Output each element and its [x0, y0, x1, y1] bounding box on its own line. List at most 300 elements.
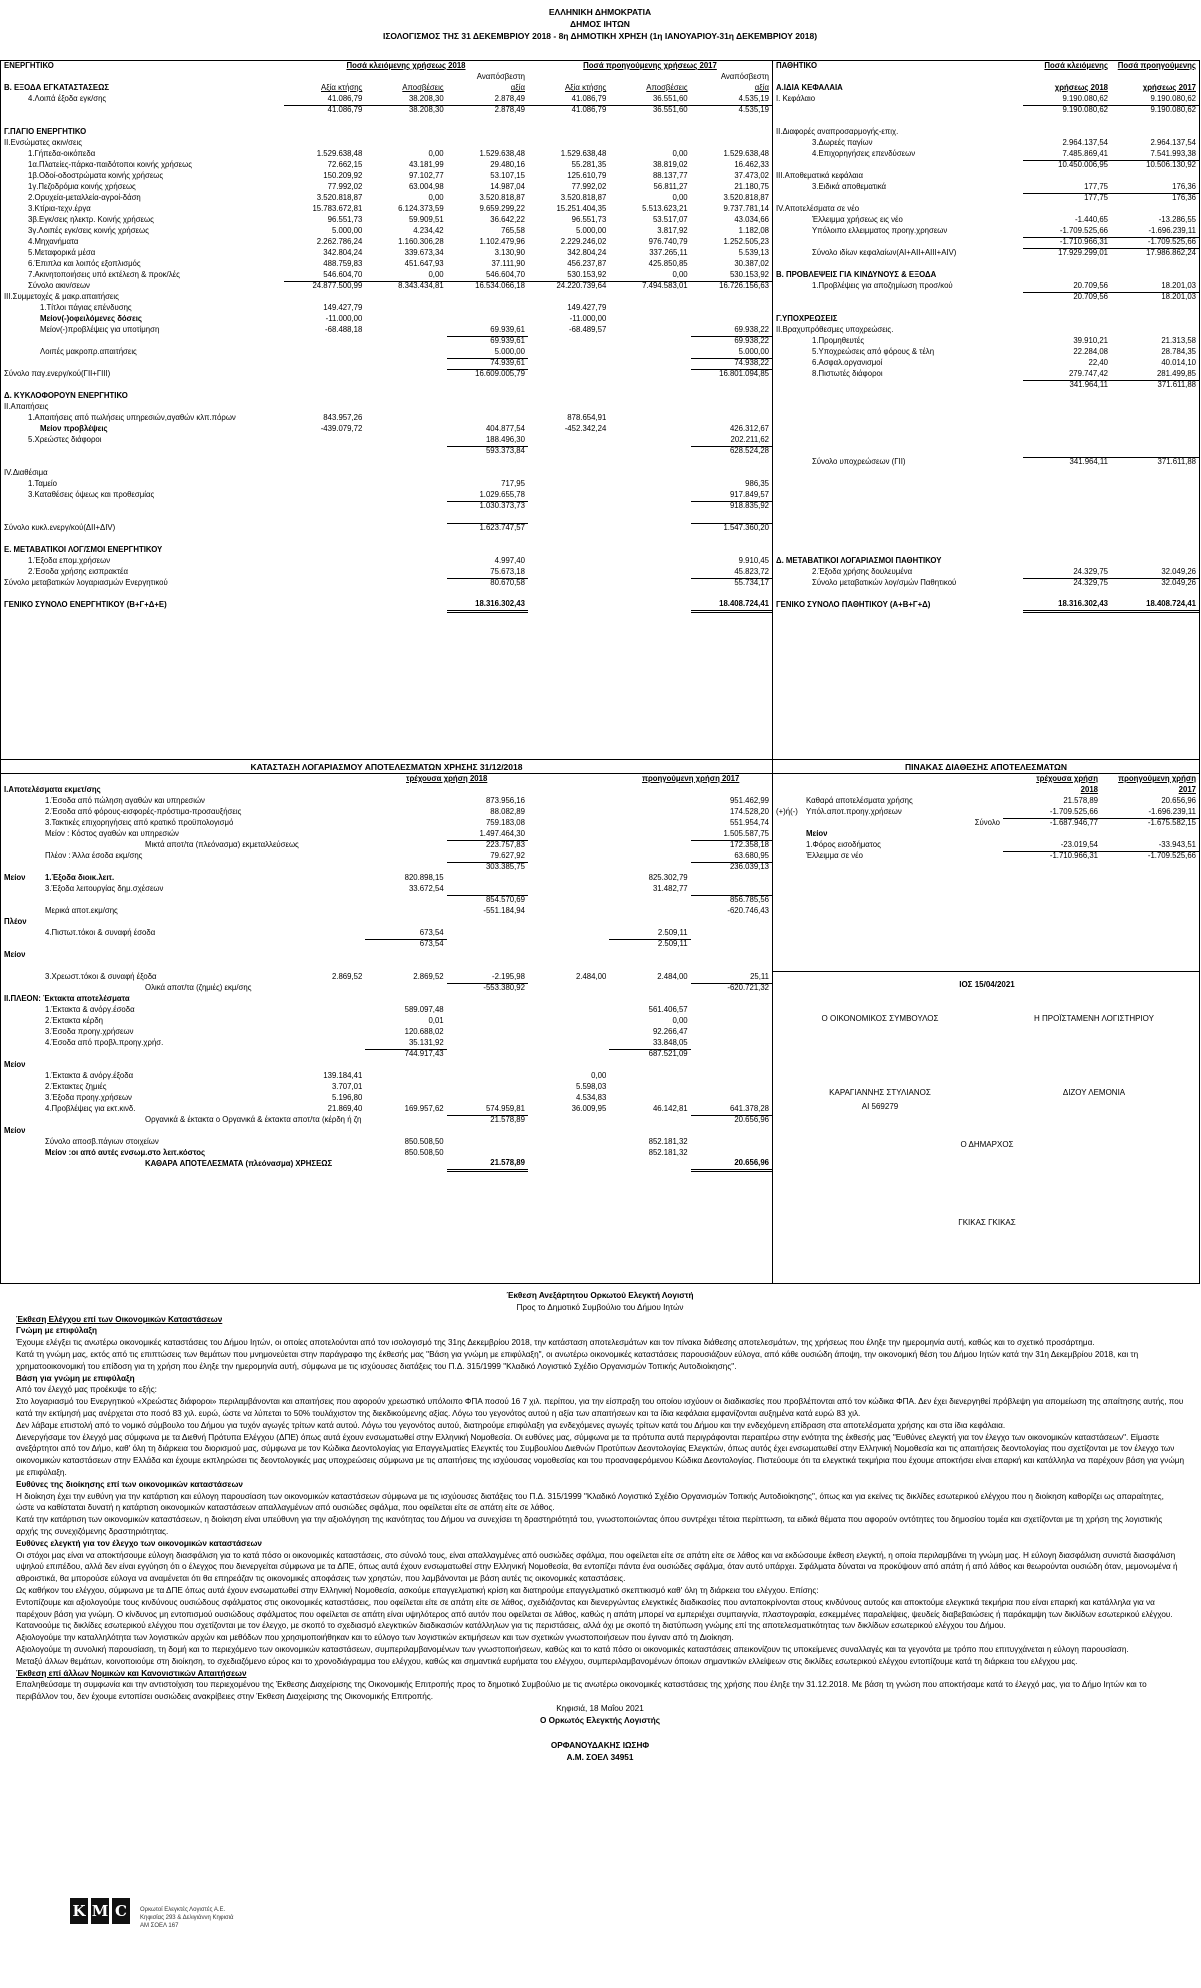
- assets-value: [365, 600, 446, 611]
- liab-value: [1111, 446, 1199, 457]
- assets-value: [609, 501, 690, 512]
- disp-row-prefix: [773, 829, 803, 840]
- income-value: [609, 851, 690, 862]
- header-balance-title: ΙΣΟΛΟΓΙΣΜΟΣ ΤΗΣ 31 ΔΕΚΕΜΒΡΙΟΥ 2018 - 8η ΔΗΜΟΤΙΚΗ ΧΡΗΣΗ (1η ΙΑΝΟΥΑΡΙΟΥ-31η ΔΕΚΕΜΒΡΙΟΥ 2018): [382, 31, 818, 41]
- assets-value: [528, 336, 609, 347]
- assets-row: [1, 105, 772, 116]
- assets-row-label: 2.Έσοδα χρήσης εισπρακτέα: [28, 567, 129, 577]
- assets-row: [1, 171, 772, 182]
- income-value: [528, 1137, 609, 1148]
- income-value: 673,54: [419, 927, 444, 937]
- assets-value: [528, 468, 609, 479]
- income-value: [691, 917, 772, 928]
- income-value: 551.954,74: [729, 818, 769, 828]
- income-value: 673,54: [365, 939, 446, 950]
- assets-value: [609, 523, 690, 534]
- assets-row-label: Σύνολο κυκλ.ενεργ/κού(ΔΙΙ+ΔΙV): [4, 523, 116, 533]
- assets-value: [609, 534, 690, 545]
- income-row: [1, 840, 772, 851]
- liab-value: 18.408.724,41: [1111, 600, 1199, 611]
- income-value: [365, 994, 446, 1005]
- assets-value: [284, 490, 365, 501]
- income-value: 1.497.464,30: [479, 828, 525, 838]
- assets-row: [1, 215, 772, 226]
- income-value: [609, 1093, 690, 1104]
- income-value: [609, 807, 690, 818]
- income-value: [284, 1126, 365, 1137]
- liab-row-label: [773, 523, 1023, 534]
- income-value: [691, 928, 772, 939]
- header-country: ΕΛΛΗΝΙΚΗ ΔΗΜΟΚΡΑΤΙΑ: [548, 7, 652, 17]
- assets-value: [528, 589, 609, 600]
- assets-row-label: ΙΙΙ.Συμμετοχές & μακρ.απαιτήσεις: [4, 292, 119, 302]
- liab-row-label: ΙΙ.Βραχυπρόθεσμες υποχρεώσεις.: [776, 325, 894, 335]
- income-row-prefix: [1, 840, 31, 851]
- logo-letter: C: [112, 1898, 130, 1924]
- income-value: [284, 1137, 365, 1148]
- liab-row: [773, 347, 1199, 358]
- assets-value: [365, 127, 446, 138]
- liab-value: 9.190.080,62: [1062, 93, 1108, 103]
- assets-value: [365, 490, 446, 501]
- income-row-prefix: [1, 895, 31, 906]
- income-value: 36.009,95: [571, 1104, 607, 1114]
- assets-row: [1, 600, 772, 611]
- logo-letter: M: [91, 1898, 109, 1924]
- assets-value: 4.535,19: [691, 105, 772, 116]
- income-row-prefix: [1, 928, 31, 939]
- assets-value: [528, 402, 609, 413]
- income-value: [609, 829, 690, 840]
- assets-value: 188.496,30: [485, 434, 525, 444]
- assets-value: [365, 402, 446, 413]
- assets-value: [609, 138, 690, 149]
- income-value: 63.680,95: [734, 850, 769, 860]
- assets-row: [1, 160, 772, 171]
- assets-row: [1, 435, 772, 446]
- income-value: [528, 862, 609, 873]
- assets-value: [609, 556, 690, 567]
- assets-value: [528, 534, 609, 545]
- liab-row: [773, 391, 1199, 402]
- income-value: 5.598,03: [575, 1082, 607, 1092]
- assets-value: [447, 413, 528, 424]
- assets-row: [1, 446, 772, 457]
- assets-row: [1, 468, 772, 479]
- assets-value: 3.520.818,87: [723, 193, 769, 203]
- income-value: [447, 928, 528, 939]
- income-value: 20.656,96: [691, 1159, 772, 1170]
- liab-row: [773, 314, 1199, 325]
- assets-row: [1, 116, 772, 127]
- liab-row: [773, 490, 1199, 501]
- assets-row-label: Σύνολο μεταβατικών λογαριασμών Ενεργητικού: [4, 578, 168, 588]
- assets-value: [284, 589, 365, 600]
- liab-row-label: 2.Έξοδα χρήσης δουλευμένα: [812, 567, 913, 577]
- income-value: 2.484,00: [575, 972, 607, 982]
- assets-value: [284, 391, 365, 402]
- report-auditor-role: Ο Ορκωτός Ελεγκτής Λογιστής: [540, 1715, 660, 1725]
- liab-value: [1023, 325, 1111, 336]
- report-paragraph: Αξιολογούμε τη συνολική παρουσίαση, τη δομή και το περιεχόμενο των οικονομικών καταστάσεων, συμπεριλαμβανομένων των γνωστοποιήσεων, καθώς και το κατά πόσο οι οικονομικές καταστάσεις απεικονίζουν τις υποκείμενες συναλλαγές και τα γεγονότα με τρόπο που επιτυγχάνεται η εύλογη παρουσίαση.: [16, 1644, 1129, 1654]
- income-row-prefix: [1, 1093, 31, 1104]
- liab-value: [1023, 171, 1111, 182]
- income-value: [609, 950, 690, 961]
- assets-value: 456.237,87: [567, 259, 607, 269]
- assets-row-label: [1, 105, 284, 116]
- assets-row-label: 1.Γήπεδα-οικόπεδα: [28, 149, 96, 159]
- assets-value: 9.737.781,14: [723, 204, 769, 214]
- income-row: [1, 1071, 772, 1082]
- income-value: 561.406,57: [648, 1005, 688, 1015]
- assets-value: [691, 292, 772, 303]
- assets-value: [284, 556, 365, 567]
- income-value: [284, 1027, 365, 1038]
- income-value: [284, 895, 365, 906]
- liab-row: [773, 105, 1199, 116]
- assets-value: 59.909,51: [408, 215, 444, 225]
- assets-value: [609, 358, 690, 369]
- assets-value: [609, 479, 690, 490]
- liab-value: [1111, 490, 1199, 501]
- assets-row: [1, 292, 772, 303]
- disp-row-label: [803, 785, 1003, 796]
- assets-row-label: [1, 358, 284, 369]
- income-row-prefix: [1, 1148, 31, 1159]
- income-value: [284, 873, 365, 884]
- assets-value: 986,35: [745, 479, 769, 489]
- assets-value: 1.102.479,96: [479, 237, 525, 247]
- assets-value: [284, 457, 365, 468]
- income-value: 223.757,83: [447, 840, 528, 851]
- liab-row: [773, 556, 1199, 567]
- accountant-id: ΑΙ 569279: [861, 1102, 899, 1111]
- income-value: [447, 785, 528, 796]
- assets-row: [1, 534, 772, 545]
- liab-row: [773, 127, 1199, 138]
- liab-value: 2.964.137,54: [1150, 138, 1196, 148]
- liab-row: [773, 457, 1199, 468]
- liab-value: 9.190.080,62: [1111, 105, 1199, 116]
- income-value: [365, 1082, 446, 1093]
- liab-value: [1023, 446, 1111, 457]
- income-value: [365, 796, 446, 807]
- income-row-prefix: [1, 807, 31, 818]
- income-value: [528, 1126, 609, 1137]
- liab-row: [773, 94, 1199, 105]
- income-value: [528, 983, 609, 994]
- income-value: [365, 807, 446, 818]
- assets-row: [1, 94, 772, 105]
- liab-value: [1111, 545, 1199, 556]
- income-row-prefix: Ι.Αποτελέσματα εκμετ/σης: [4, 785, 101, 795]
- col-net-top-prev: Αναπόσβεστη: [720, 72, 769, 82]
- income-value: [447, 994, 528, 1005]
- assets-value: [528, 501, 609, 512]
- income-value: [609, 1082, 690, 1093]
- assets-value: [284, 523, 365, 534]
- liab-value: [1111, 402, 1199, 413]
- income-value: [365, 917, 446, 928]
- disp-row-prefix: [773, 818, 803, 829]
- assets-value: 77.992,02: [571, 182, 607, 192]
- income-value: [609, 1071, 690, 1082]
- assets-value: [691, 534, 772, 545]
- income-value: [365, 1093, 446, 1104]
- income-row-label: 2.Έκτακτα κέρδη: [45, 1016, 104, 1026]
- income-value: 46.142,81: [652, 1104, 688, 1114]
- income-value: [365, 950, 446, 961]
- assets-value: [447, 534, 528, 545]
- assets-value: 7.494.583,01: [609, 281, 690, 292]
- assets-value: 75.673,18: [490, 566, 525, 576]
- assets-value: [609, 127, 690, 138]
- report-paragraph: Στο λογαριασμό του Ενεργητικού «Χρεώστες διάφοροι» περιλαμβάνονται και απαιτήσεις που αφορούν χρεωστικό υπόλοιπο ΦΠΑ ποσού 16 7 χιλ. περίπου, για την είσπραξη του οποίου ισχύουν οι διαδικασίες που προβλέπονται από τον κώδικα ΦΠΑ. Δεν έχει διενεργηθεί πρόβλεψη για απομείωση της απαίτησης αυτής, που κατά την εκτίμησή μας ανέρχεται στο ποσό 83 χιλ. ευρώ, ώστε να λύπεται το 50% τουλάχιστον της διεκδικούμενης αξίας. Λόγω του γεγονότος αυτού η αξία των απαιτήσεων και τα ίδια κεφάλαια εμφανίζονται αυξημένα κατά ευρώ 83 χιλ.: [16, 1397, 1184, 1418]
- income-value: [528, 818, 609, 829]
- liab-row: [773, 380, 1199, 391]
- assets-value: 404.877,54: [485, 424, 525, 434]
- disp-row: [773, 807, 1199, 818]
- liab-value: 17.986.862,24: [1111, 248, 1199, 259]
- assets-row: [1, 281, 772, 292]
- assets-value: [609, 336, 690, 347]
- liab-row: [773, 160, 1199, 171]
- assets-value: [365, 479, 446, 490]
- income-value: [691, 1005, 772, 1016]
- report-auditor-name: ΟΡΦΑΝΟΥΔΑΚΗΣ ΙΩΣΗΦ: [550, 1741, 650, 1751]
- liab-value: 7.541.993,38: [1150, 148, 1196, 158]
- income-value: [447, 961, 528, 972]
- assets-value: [284, 600, 365, 611]
- income-row: [1, 1093, 772, 1104]
- assets-value: 3.520.818,87: [479, 193, 525, 203]
- income-value: [609, 840, 690, 851]
- liab-row: [773, 446, 1199, 457]
- liab-row-label: Υπόλοιπο ελλειμματος προηγ.χρησεων: [812, 226, 948, 236]
- assets-value: [528, 600, 609, 611]
- income-value: [609, 1060, 690, 1071]
- income-row-label: [31, 862, 284, 873]
- assets-value: [691, 314, 772, 325]
- liab-value: [1023, 413, 1111, 424]
- income-value: [284, 983, 365, 994]
- report-paragraph: Μεταξύ άλλων θεμάτων, κοινοποιούμε στη διοίκηση, το σχεδιαζόμενο εύρος και το χρονοδιάγραμμα του ελέγχου, καθώς και σημαντικά ευρήματα του ελέγχου, συμπεριλαμβανομένων όποιων σημαντικών ελλείψεων στις δικλίδες εσωτερικού ελέγχου εντοπίζουμε κατά τη διάρκεια του ελέγχου μας.: [16, 1656, 1078, 1666]
- assets-row: [1, 138, 772, 149]
- liab-value: [1111, 259, 1199, 270]
- income-current-header: τρέχουσα χρήση 2018: [406, 774, 488, 784]
- assets-value: [528, 556, 609, 567]
- assets-column-header: Αποσβέσεις: [402, 83, 444, 93]
- liab-row-label: Α.ΙΔΙΑ ΚΕΦΑΛΑΙΑ: [776, 83, 843, 93]
- assets-value: [609, 402, 690, 413]
- income-row-label: 4.Πιστωτ.τόκοι & συναφή έσοδα: [45, 928, 156, 938]
- assets-row-label: Ε. ΜΕΤΑΒΑΤΙΚΟΙ ΛΟΓ/ΣΜΟΙ ΕΝΕΡΓΗΤΙΚΟΥ: [4, 545, 163, 555]
- liab-value: [1023, 523, 1111, 534]
- liab-value: 21.313,58: [1161, 336, 1196, 346]
- assets-value: [365, 314, 446, 325]
- income-value: [365, 1060, 446, 1071]
- assets-value: [365, 292, 446, 303]
- assets-value: 15.783.672,81: [312, 204, 363, 214]
- assets-value: 1.623.747,57: [447, 523, 528, 534]
- income-value: [284, 961, 365, 972]
- income-value: 21.578,89: [447, 1115, 528, 1126]
- income-value: [691, 884, 772, 895]
- income-value: 31.482,77: [652, 884, 688, 894]
- income-row: [1, 829, 772, 840]
- assets-value: [284, 567, 365, 578]
- assets-value: 9.910,45: [738, 556, 769, 566]
- liab-value: [1023, 468, 1111, 479]
- income-value: 2.869,52: [413, 972, 444, 982]
- assets-value: -452.342,24: [564, 424, 607, 434]
- income-value: [528, 796, 609, 807]
- income-row: [1, 950, 772, 961]
- liab-row: [773, 369, 1199, 380]
- income-value: [447, 917, 528, 928]
- income-value: [691, 1082, 772, 1093]
- liab-column-headers: [773, 83, 1199, 94]
- signatures-panel: [772, 971, 1200, 1284]
- report-paragraph: Αξιολογούμε την καταλληλότητα των λογιστικών αρχών και μεθόδων που χρησιμοποιήθηκαν και το εύλογο των λογιστικών εκτιμήσεων και των σχετικών γνωστοποιήσεων που έγιναν από τη Διοίκηση.: [16, 1633, 734, 1643]
- assets-value: [284, 336, 365, 347]
- assets-value: [284, 468, 365, 479]
- assets-row-label: 4.Μηχανήματα: [28, 237, 79, 247]
- liab-value: [1023, 391, 1111, 402]
- logo-line: Ορκωτοί Ελεγκτές Λογιστές Α.Ε.: [140, 1907, 226, 1913]
- income-row-prefix: [1, 1005, 31, 1016]
- assets-value: 0,00: [428, 269, 444, 279]
- report-paragraph: Οι στόχοι μας είναι να αποκτήσουμε εύλογη διασφάλιση για το κατά πόσο οι οικονομικές καταστάσεις, στο σύνολό τους, είναι απαλλαγμένες από ουσιώδες σφάλμα, που οφείλεται είτε σε απάτη είτε σε λάθος και να εκδώσουμε έκθεση ελεγκτή, η οποία περιλαμβάνει τη γνώμη μας. Η εύλογη διασφάλιση συνιστά διασφάλιση υψηλού επιπέδου, αλλά δεν είναι εγγύηση ότι ο έλεγχος που διενεργείται σύμφωνα με τα ΔΠΕ, όπως αυτά έχουν ενσωματωθεί στην Ελληνική Νομοθεσία, θα εντοπίζει πάντα ένα ουσιώδες σφάλμα, όταν αυτό υπάρχει. Σφάλματα δύναται να προκύψουν από απάτη ή από λάθος και θεωρούνται ουσιώδη όταν, μεμονωμένα ή αθροιστικά, θα μπορούσε εύλογα να αναμένεται ότι θα επηρεάζαν τις οικονομικές αποφάσεις των χρηστών, που λαμβάνονται με βάση αυτές τις οικονομικές καταστάσεις.: [16, 1550, 1178, 1584]
- assets-value: 1.029.655,78: [479, 489, 525, 499]
- liab-value: [1111, 479, 1199, 490]
- liab-value: [1111, 270, 1199, 281]
- income-row-prefix: Μείον: [4, 1126, 26, 1136]
- assets-row: [1, 523, 772, 534]
- liab-row: [773, 204, 1199, 215]
- liab-value: [1023, 512, 1111, 523]
- income-row: [1, 884, 772, 895]
- liab-value: 22.284,08: [1073, 347, 1108, 357]
- disp-value: -1.710.966,31: [1003, 851, 1101, 862]
- assets-value: 0,00: [672, 269, 688, 279]
- assets-value: 69.938,22: [691, 336, 772, 347]
- disp-row: [773, 796, 1199, 807]
- income-value: 5.196,80: [331, 1093, 363, 1103]
- assets-row: [1, 501, 772, 512]
- assets-row: [1, 336, 772, 347]
- liab-value: 28.784,35: [1161, 347, 1196, 357]
- income-value: 2.869,52: [331, 972, 363, 982]
- assets-row-label: [1, 116, 284, 127]
- income-value: [528, 994, 609, 1005]
- income-value: 1.505.587,75: [723, 828, 769, 838]
- assets-value: [609, 446, 690, 457]
- assets-value: [609, 545, 690, 556]
- liab-row-label: 8.Πιστωτές διάφοροι: [812, 369, 883, 379]
- assets-column-headers: [1, 83, 772, 94]
- assets-value: [691, 380, 772, 391]
- assets-row-label: Μείον(-)οφειλόμενες δόσεις: [40, 314, 142, 324]
- liab-value: [1023, 501, 1111, 512]
- income-value: [691, 1027, 772, 1038]
- report-heading-basis: Βάση για γνώμη με επιφύλαξη: [16, 1373, 135, 1383]
- assets-value: 38.208,30: [408, 93, 444, 103]
- income-value: 21.869,40: [327, 1104, 363, 1114]
- assets-value: 149.427,79: [323, 303, 363, 313]
- liab-value: [1111, 501, 1199, 512]
- assets-row: [1, 369, 772, 380]
- liab-value: [1111, 556, 1199, 567]
- assets-value: 15.251.404,35: [556, 204, 607, 214]
- assets-value: 5.000,00: [331, 226, 363, 236]
- assets-value: 80.670,58: [447, 578, 528, 589]
- report-heading-auditor: Ευθύνες ελεγκτή για τον έλεγχο των οικονομικών καταστάσεων: [16, 1538, 262, 1548]
- income-value: [691, 1038, 772, 1049]
- assets-value: [447, 116, 528, 127]
- income-value: 33.672,54: [408, 884, 444, 894]
- income-value: [284, 1016, 365, 1027]
- income-value: [691, 1093, 772, 1104]
- income-value: 850.508,50: [404, 1137, 444, 1147]
- assets-value: [691, 468, 772, 479]
- logo-letter: K: [70, 1898, 88, 1924]
- liab-row: [773, 358, 1199, 369]
- income-value: -551.184,94: [483, 906, 525, 916]
- income-row: [1, 994, 772, 1005]
- assets-value: [284, 545, 365, 556]
- assets-value: [284, 358, 365, 369]
- liab-value: [1023, 127, 1111, 138]
- income-row-label: [31, 939, 284, 950]
- assets-value: [365, 413, 446, 424]
- assets-value: 628.524,28: [691, 446, 772, 457]
- income-value: 589.097,48: [404, 1005, 444, 1015]
- assets-value: [609, 303, 690, 314]
- liab-row: [773, 281, 1199, 292]
- logo-line: Κηφισίας 293 & Δελιγιάννη Κηφισιά: [140, 1915, 234, 1921]
- income-value: [447, 1137, 528, 1148]
- income-row-prefix: Πλέον: [4, 917, 27, 927]
- liab-row-label: [773, 402, 1023, 413]
- disp-value: -1.675.582,15: [1101, 818, 1199, 829]
- income-value: [691, 1060, 772, 1071]
- assets-row-label: 3β.Εγκ/σεις ηλεκτρ. Κοινής χρήσεως: [28, 215, 154, 225]
- income-value: [528, 1060, 609, 1071]
- assets-row: [1, 545, 772, 556]
- income-value: [609, 983, 690, 994]
- liab-value: -1.440,65: [1075, 215, 1108, 225]
- assets-value: [447, 138, 528, 149]
- income-row: [1, 1159, 772, 1170]
- income-value: [284, 884, 365, 895]
- assets-value: [528, 512, 609, 523]
- disp-row: [773, 818, 1199, 829]
- income-row-prefix: [1, 818, 31, 829]
- income-value: [284, 994, 365, 1005]
- disp-value: [1003, 829, 1101, 840]
- liab-value: [1111, 303, 1199, 314]
- assets-row: [1, 314, 772, 325]
- assets-value: 16.534.066,18: [447, 281, 528, 292]
- liab-value: 279.747,42: [1068, 368, 1108, 378]
- assets-value: [365, 347, 446, 358]
- income-row: [1, 851, 772, 862]
- assets-column-header: αξία: [754, 83, 769, 93]
- liab-row-label: Δ. ΜΕΤΑΒΑΤΙΚΟΙ ΛΟΓΑΡΙΑΣΜΟΙ ΠΑΘΗΤΙΚΟΥ: [776, 556, 942, 566]
- liab-value: [1111, 523, 1199, 534]
- assets-value: 2.878,49: [447, 105, 528, 116]
